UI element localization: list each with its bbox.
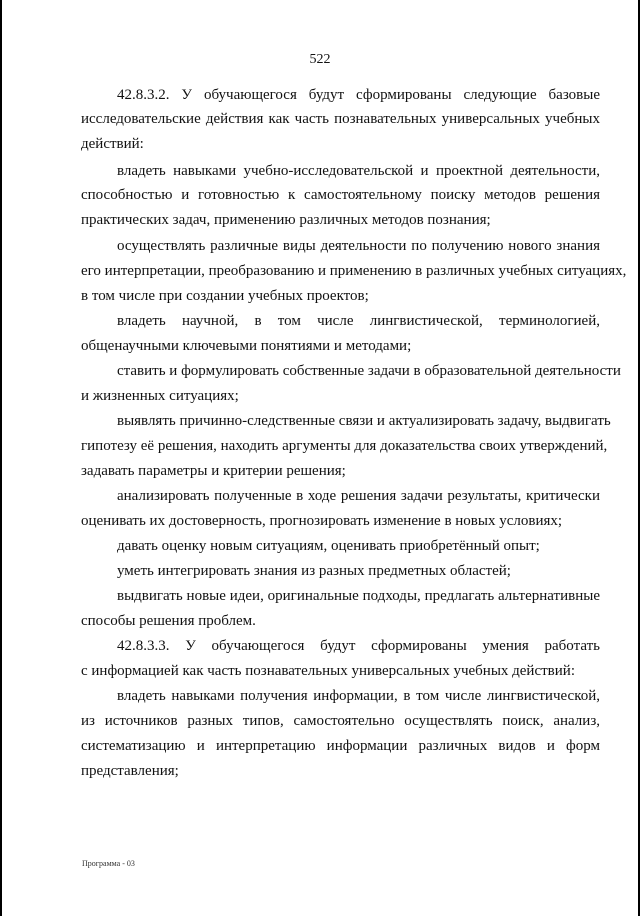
paragraph-line: практических задач, применению различных методов познания; — [81, 212, 491, 228]
paragraph-line: ставить и формулировать собственные задачи в образовательной деятельности — [117, 363, 621, 379]
paragraph-line: задавать параметры и критерии решения; — [81, 463, 346, 479]
paragraph-line: исследовательские действия как часть познавательных универсальных учебных — [81, 111, 600, 127]
page-number: 522 — [309, 52, 331, 67]
paragraph-line: систематизацию и интерпретацию информации различных видов и форм — [81, 738, 600, 754]
paragraph-line: владеть навыками учебно-исследовательской и проектной деятельности, — [117, 163, 600, 179]
paragraph-line: 42.8.3.3. У обучающегося будут сформированы умения работать — [117, 638, 600, 654]
paragraph-line: способностью и готовностью к самостоятельному поиску методов решения — [81, 187, 600, 203]
paragraph-line: осуществлять различные виды деятельности по получению нового знания — [117, 238, 600, 254]
paragraph-line: и жизненных ситуациях; — [81, 388, 239, 404]
paragraph-line: анализировать полученные в ходе решения задачи результаты, критически — [117, 488, 600, 504]
paragraph-line: представления; — [81, 763, 179, 779]
paragraph-line: 42.8.3.2. У обучающегося будут сформированы следующие базовые — [117, 87, 600, 103]
footer-label: Программа - 03 — [82, 859, 135, 868]
paragraph-line: уметь интегрировать знания из разных предметных областей; — [117, 563, 511, 579]
paragraph-line: владеть научной, в том числе лингвистической, терминологией, — [117, 313, 600, 329]
paragraph-line: действий: — [81, 136, 144, 152]
paragraph-line: владеть навыками получения информации, в том числе лингвистической, — [117, 688, 600, 704]
paragraph-line: давать оценку новым ситуациям, оценивать приобретённый опыт; — [117, 538, 540, 554]
paragraph-line: из источников разных типов, самостоятельно осуществлять поиск, анализ, — [81, 713, 600, 729]
paragraph-line: в том числе при создании учебных проектов; — [81, 288, 369, 304]
paragraph-line: выявлять причинно-следственные связи и актуализировать задачу, выдвигать — [117, 413, 611, 429]
paragraph-line: с информацией как часть познавательных универсальных учебных действий: — [81, 663, 575, 679]
paragraph-line: оценивать их достоверность, прогнозировать изменение в новых условиях; — [81, 513, 563, 529]
paragraph-line: выдвигать новые идеи, оригинальные подходы, предлагать альтернативные — [117, 588, 600, 604]
paragraph-line: способы решения проблем. — [81, 613, 256, 629]
paragraph-line: его интерпретации, преобразованию и применению в различных учебных ситуациях, — [81, 263, 627, 279]
scan-edge-left — [0, 0, 2, 916]
paragraph-line: гипотезу её решения, находить аргументы для доказательства своих утверждений, — [81, 438, 608, 454]
paragraph-line: общенаучными ключевыми понятиями и методами; — [81, 338, 412, 354]
